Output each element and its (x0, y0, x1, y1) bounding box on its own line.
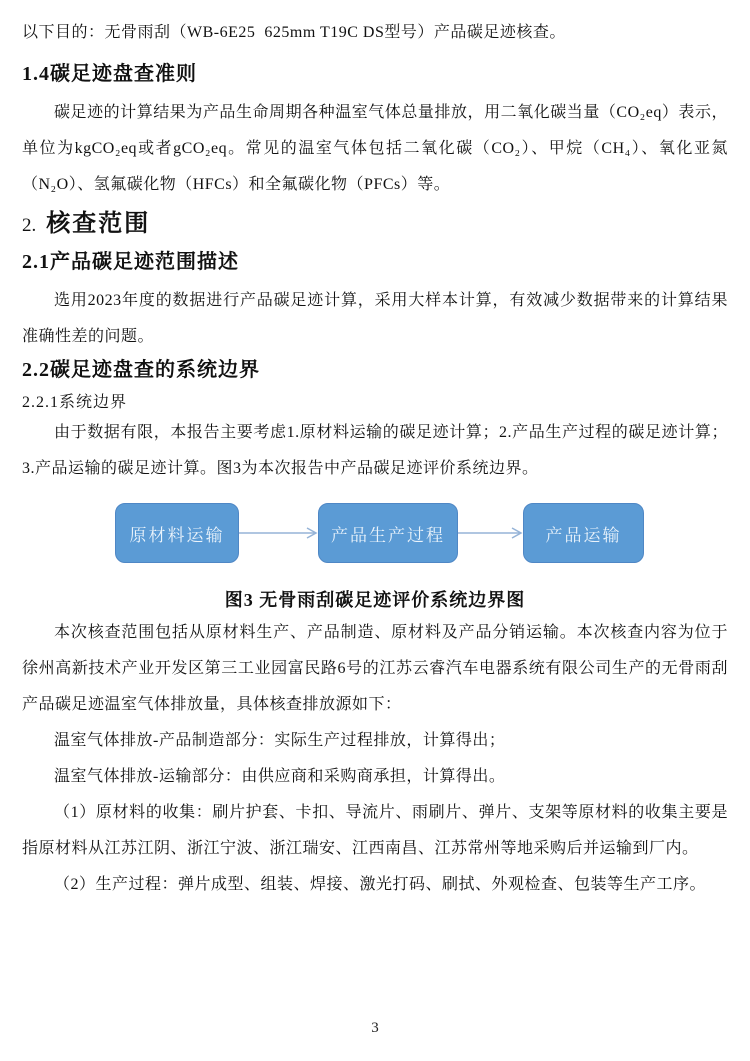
diagram-box-product-transport (523, 503, 644, 563)
heading-2-title: 核查范围 (46, 211, 151, 237)
flow-arrow-icon (458, 526, 523, 540)
system-boundary-diagram (115, 503, 728, 563)
paragraph-2-2-1: 由于数据有限，本报告主要考虑1.原材料运输的碳足迹计算；2.产品生产过程的碳足迹计算；3.产品运输的碳足迹计算。图3为本次报告中产品碳足迹评价系统边界。 (22, 424, 728, 477)
diagram-box-label: 产品生产过程 (331, 525, 445, 545)
paragraph-ghg-manufacturing: 温室气体排放-产品制造部分：实际生产过程排放，计算得出； (54, 732, 506, 749)
paragraph-intro: 以下目的：无骨雨刮（WB-6E25 625mm T19C DS型号）产品碳足迹核查。 (22, 24, 566, 41)
paragraph-item-1: （1）原材料的收集：刷片护套、卡扣、导流片、雨刷片、弹片、支架等原材料的收集主要是指原材料从江苏江阴、浙江宁波、浙江瑞安、江西南昌、江苏常州等地采购后并运输到厂内。 (22, 804, 728, 857)
diagram-box-label: 产品运输 (545, 525, 622, 545)
paragraph-item-2: （2）生产过程：弹片成型、组装、焊接、激光打码、刷拭、外观检查、包装等生产工序。 (54, 876, 707, 893)
paragraph-scope: 本次核查范围包括从原材料生产、产品制造、原材料及产品分销运输。本次核查内容为位于徐州高新技术产业开发区第三工业园富民路6号的江苏云睿汽车电器系统有限公司生产的无骨雨刮产品碳足迹温室气体排放量，具体核查排放源如下： (22, 624, 728, 713)
heading-2-2-1: 2.2.1系统边界 (22, 394, 128, 411)
heading-2-1: 2.1产品碳足迹范围描述 (22, 251, 239, 273)
page-number: 3 (371, 1020, 379, 1036)
heading-1-4: 1.4碳足迹盘查准则 (22, 63, 197, 85)
diagram-box-raw-material-transport (115, 503, 239, 563)
diagram-box-production-process (318, 503, 458, 563)
heading-2-2: 2.2碳足迹盘查的系统边界 (22, 359, 260, 381)
paragraph-2-1: 选用2023年度的数据进行产品碳足迹计算，采用大样本计算，有效减少数据带来的计算结果准确性差的问题。 (22, 292, 728, 345)
flow-arrow-icon (239, 526, 318, 540)
heading-2-number: 2. (22, 215, 37, 236)
paragraph-ghg-transport: 温室气体排放-运输部分：由供应商和采购商承担，计算得出。 (54, 768, 506, 785)
heading-2 (22, 207, 728, 243)
figure-caption: 图3 无骨雨刮碳足迹评价系统边界图 (224, 590, 526, 610)
diagram-box-label: 原材料运输 (129, 525, 225, 545)
paragraph-1-4: 碳足迹的计算结果为产品生命周期各种温室气体总量排放，用二氧化碳当量（CO₂eq）表示，单位为kgCO₂eq或者gCO₂eq。常见的温室气体包括二氧化碳（CO₂）、甲烷（CH₄）、氧化亚氮（N₂O）、氢氟碳化物（HFCs）和全氟碳化物（PFCs）等。 (22, 104, 728, 193)
